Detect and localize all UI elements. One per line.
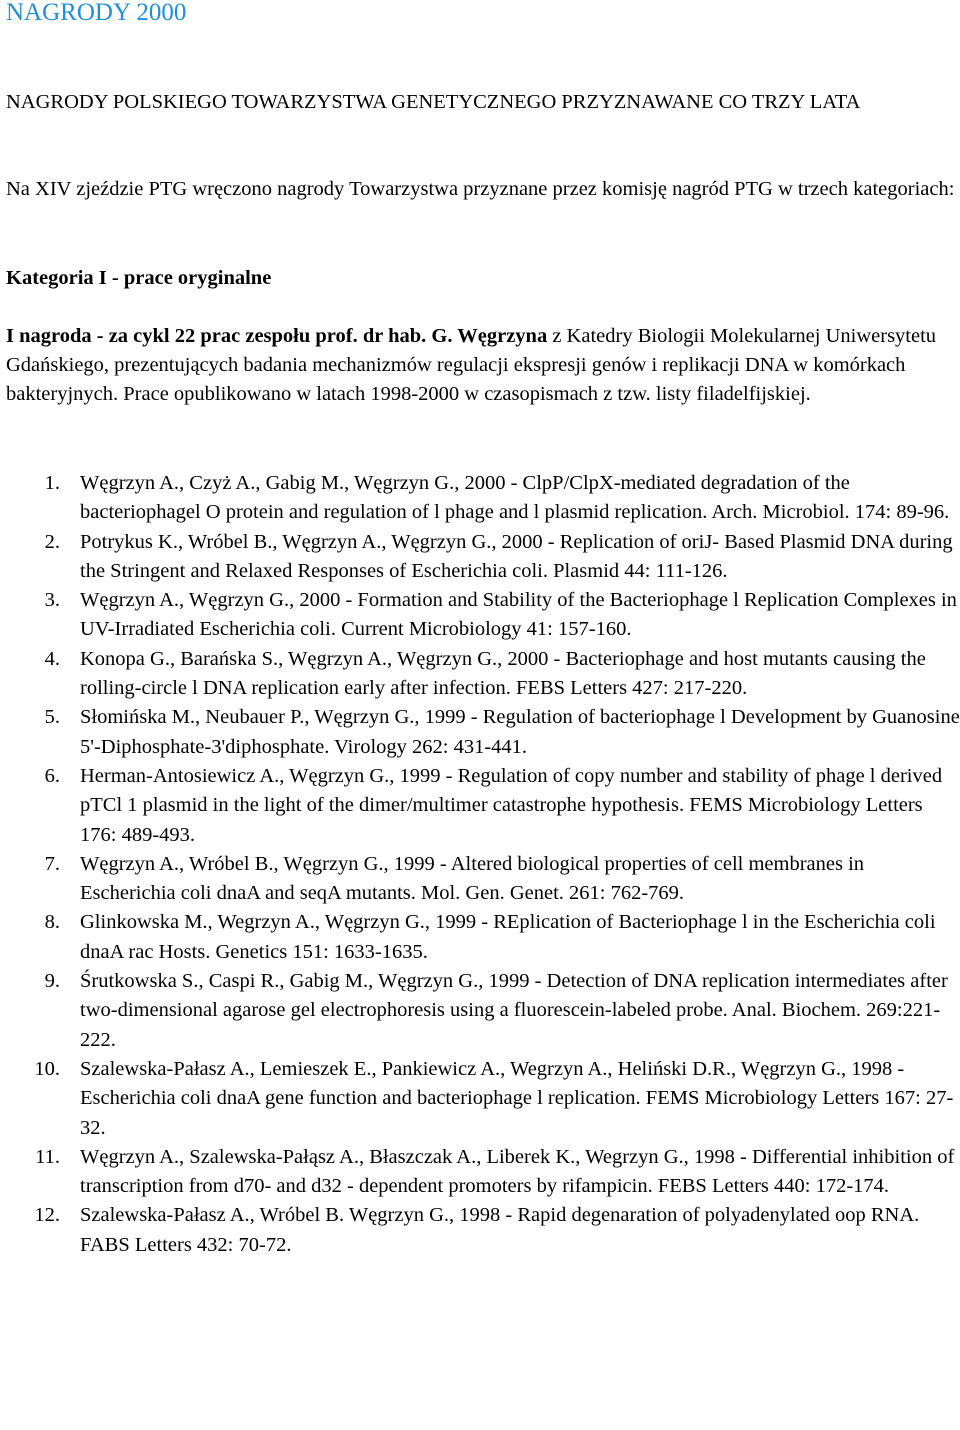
publication-item [0, 967, 960, 1055]
publication-number: 9. [44, 970, 60, 993]
publication-citation: Śrutkowska S., Caspi R., Gabig M., Węgrzyn G., 1999 - Detection of DNA replication intermediates after two-dimensional agarose gel electrophoresis using a fluorescein-labeled probe. Anal. Biochem. 269:221-222. [80, 970, 948, 1051]
publication-number: 8. [44, 911, 60, 934]
publication-citation: Węgrzyn A., Czyż A., Gabig M., Węgrzyn G., 2000 - ClpP/ClpX-mediated degradation of the bacteriophagel O protein and regulation of l phage and l plasmid replication. Arch. Microbiol. 174: 89-96. [80, 472, 950, 524]
section-heading: NAGRODY POLSKIEGO TOWARZYSTWA GENETYCZNEGO PRZYZNAWANE CO TRZY LATA [6, 91, 861, 113]
publication-number: 5. [44, 706, 60, 729]
publication-citation: Konopa G., Barańska S., Węgrzyn A., Węgrzyn G., 2000 - Bacteriophage and host mutants causing the rolling-circle l DNA replication early after infection. FEBS Letters 427: 217-220. [80, 647, 926, 700]
publication-item [0, 586, 960, 645]
publication-citation: Glinkowska M., Wegrzyn A., Węgrzyn G., 1999 - REplication of Bacteriophage l in the Escherichia coli dnaA rac Hosts. Genetics 151: 1633-1635. [80, 911, 936, 963]
publication-citation: Węgrzyn A., Szalewska-Pałąsz A., Błaszczak A., Liberek K., Wegrzyn G., 1998 - Differential inhibition of transcription from d70- and d32 - dependent promoters by rifampicin. FEBS Letters 440: 172-174. [80, 1145, 955, 1198]
publication-number: 4. [44, 647, 60, 670]
publication-number: 2. [44, 530, 60, 553]
award-title: I nagroda - za cykl 22 prac zespołu prof. dr hab. G. Węgrzyna [6, 325, 548, 347]
publication-citation: Węgrzyn A., Węgrzyn G., 2000 - Formation and Stability of the Bacteriophage l Replication Complexes in UV-Irradiated Escherichia coli. Current Microbiology 41: 157-160. [80, 589, 957, 641]
publication-item [0, 645, 960, 704]
publication-item [0, 1201, 960, 1260]
award-details: z Katedry Biologii Molekularnej Uniwersytetu Gdańskiego, prezentujących badania mechanizmów regulacji ekspresji genów i replikacji DNA w komórkach bakteryjnych. Prace opublikowano w latach 1998-2000 w czasopismach z tzw. listy filadelfijskiej. [6, 325, 937, 405]
publication-citation: Słomińska M., Neubauer P., Węgrzyn G., 1999 - Regulation of bacteriophage l Development by Guanosine 5'-Diphosphate-3'diphosphate. Virology 262: 431-441. [80, 706, 960, 758]
document-title: NAGRODY 2000 [6, 0, 187, 26]
publication-citation: Szalewska-Pałasz A., Lemieszek E., Pankiewicz A., Wegrzyn A., Heliński D.R., Węgrzyn G., 1998 - Escherichia coli dnaA gene function and bacteriophage l replication. FEMS Microbiology Letters 167: 27-32. [80, 1057, 954, 1139]
publication-item [0, 1143, 960, 1202]
publication-number: 3. [44, 589, 60, 612]
publication-citation: Szalewska-Pałasz A., Wróbel B. Węgrzyn G., 1998 - Rapid degenaration of polyadenylated oop RNA. FABS Letters 432: 70-72. [80, 1204, 920, 1256]
publication-number: 6. [44, 764, 60, 787]
publication-item [0, 908, 960, 967]
publication-item [0, 1055, 960, 1143]
publication-number: 7. [44, 852, 60, 875]
publication-number: 1. [44, 472, 60, 494]
publication-item [0, 469, 960, 528]
publication-item [0, 528, 960, 587]
award-description [6, 322, 951, 409]
publication-number: 11. [35, 1145, 60, 1168]
publication-number: 10. [34, 1057, 60, 1080]
publication-citation: Herman-Antosiewicz A., Węgrzyn G., 1999 - Regulation of copy number and stability of phage l derived pTCl 1 plasmid in the light of the dimer/multimer catastrophe hypothesis. FEMS Microbiology Letters 176: 489-493. [80, 764, 943, 846]
publication-citation: Węgrzyn A., Wróbel B., Węgrzyn G., 1999 - Altered biological properties of cell membranes in Escherichia coli dnaA and seqA mutants. Mol. Gen. Genet. 261: 762-769. [80, 852, 865, 905]
intro-paragraph: Na XIV zjeździe PTG wręczono nagrody Towarzystwa przyznane przez komisję nagród PTG w trzech kategoriach: [6, 178, 955, 200]
publication-item [0, 703, 960, 762]
publication-item [0, 850, 960, 909]
category-heading: Kategoria I - prace oryginalne [6, 267, 272, 289]
publication-citation: Potrykus K., Wróbel B., Węgrzyn A., Węgrzyn G., 2000 - Replication of oriJ- Based Plasmid DNA during the Stringent and Relaxed Responses of Escherichia coli. Plasmid 44: 111-126. [80, 530, 953, 582]
publication-item [0, 762, 960, 850]
publication-number: 12. [34, 1204, 60, 1227]
publication-list [0, 469, 960, 1260]
